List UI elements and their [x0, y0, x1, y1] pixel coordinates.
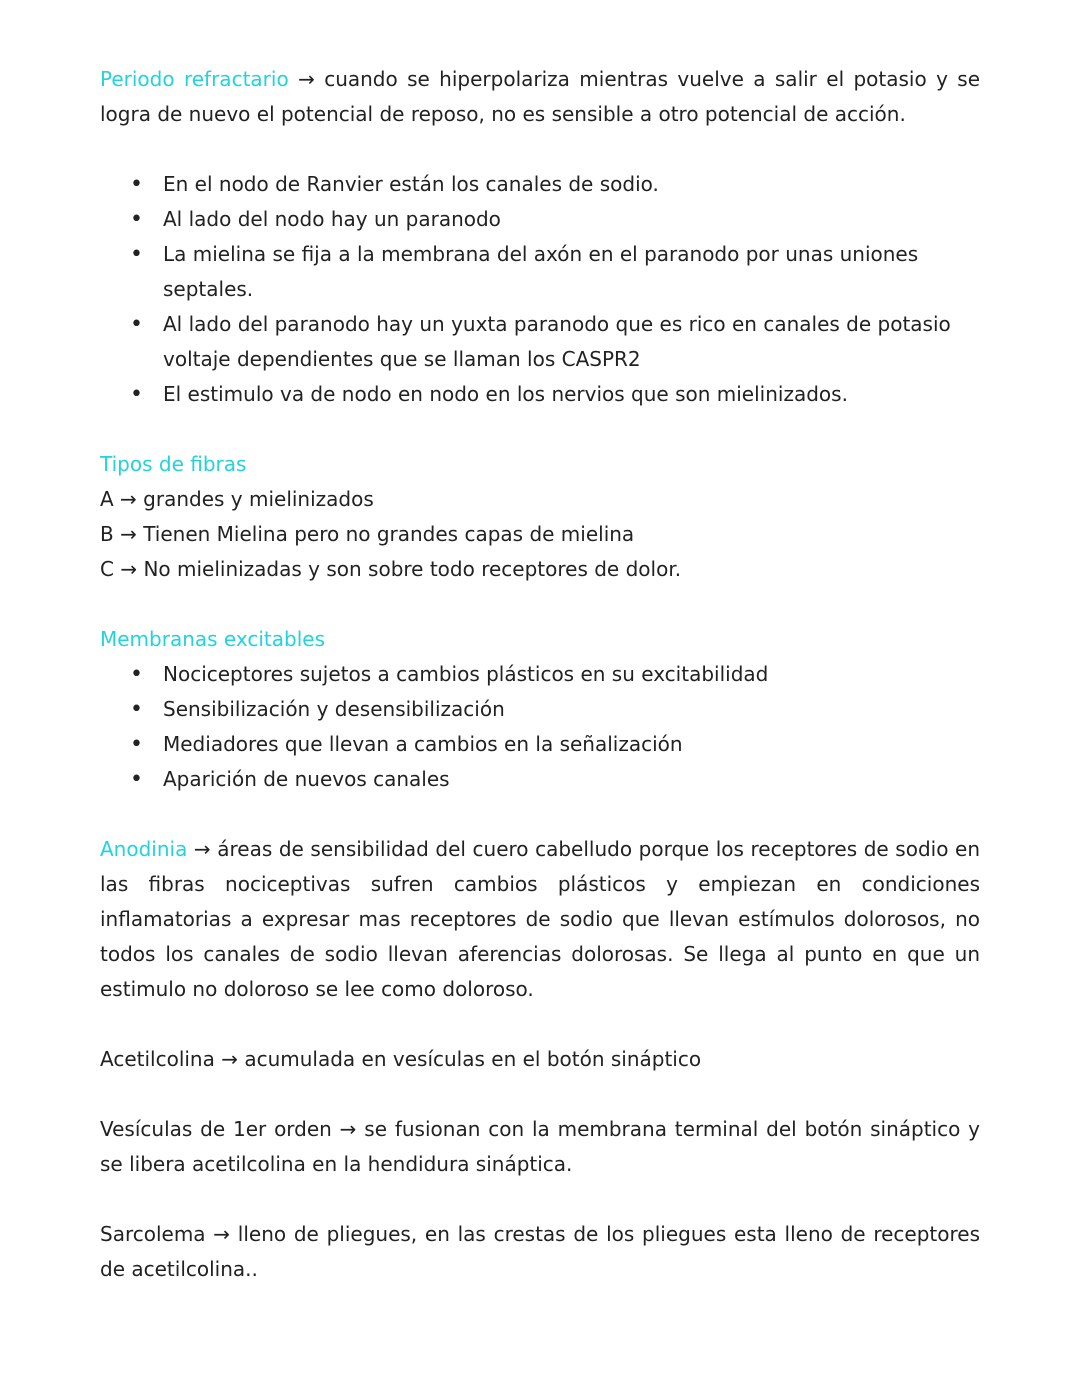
sarcolema-paragraph: Sarcolema → lleno de pliegues, en las crestas de los pliegues esta lleno de receptores de acetilcolina.. — [100, 1222, 980, 1281]
fibra-line-c: C → No mielinizadas y son sobre todo receptores de dolor. — [100, 557, 682, 581]
refractario-arrow: → — [298, 67, 315, 91]
list-item: • Mediadores que llevan a cambios en la señalización — [100, 727, 980, 762]
spacer — [100, 587, 980, 622]
spacer — [100, 1077, 980, 1112]
list-item: • Al lado del paranodo hay un yuxta paranodo que es rico en canales de potasio voltaje dependientes que se llaman los CASPR2 — [100, 307, 980, 377]
spacer — [100, 1007, 980, 1042]
anodinia-arrow: → — [193, 837, 211, 861]
anodinia-term: Anodinia — [100, 837, 188, 861]
list-item: • La mielina se fija a la membrana del axón en el paranodo por unas uniones septales. — [100, 237, 980, 307]
fibra-line-a: A → grandes y mielinizados — [100, 487, 374, 511]
document-page — [100, 62, 980, 1287]
list-item: • En el nodo de Ranvier están los canales de sodio. — [100, 167, 980, 202]
ranvier-bullet-list — [100, 167, 980, 412]
refractario-paragraph — [100, 62, 980, 132]
acetilcolina-paragraph: Acetilcolina → acumulada en vesículas en el botón sináptico — [100, 1047, 702, 1071]
fibra-line-b: B → Tienen Mielina pero no grandes capas de mielina — [100, 522, 635, 546]
spacer — [100, 132, 980, 167]
membranas-heading: Membranas excitables — [100, 627, 325, 651]
spacer — [100, 412, 980, 447]
vesiculas-paragraph: Vesículas de 1er orden → se fusionan con la membrana terminal del botón sináptico y se libera acetilcolina en la hendidura sináptica. — [100, 1117, 980, 1176]
refractario-text: cuando se hiperpolariza mientras vuelve a salir el potasio y se logra de nuevo el potencial de reposo, no es sensible a otro potencial de acción. — [100, 67, 981, 126]
spacer — [100, 1182, 980, 1217]
fibras-heading: Tipos de fibras — [100, 452, 247, 476]
list-item: • Nociceptores sujetos a cambios plásticos en su excitabilidad — [100, 657, 980, 692]
list-item: • Sensibilización y desensibilización — [100, 692, 980, 727]
refractario-term: Periodo refractario — [100, 67, 289, 91]
list-item: • El estimulo va de nodo en nodo en los nervios que son mielinizados. — [100, 377, 980, 412]
membranas-bullet-list — [100, 657, 980, 797]
spacer — [100, 797, 980, 832]
list-item: • Aparición de nuevos canales — [100, 762, 980, 797]
list-item: • Al lado del nodo hay un paranodo — [100, 202, 980, 237]
anodinia-paragraph — [100, 832, 980, 1007]
anodinia-text: áreas de sensibilidad del cuero cabelludo porque los receptores de sodio en las fibras nociceptivas sufren cambios plásticos y empiezan en condiciones inflamatorias a expresar mas receptores de sodio que llevan estímulos dolorosos, no todos los canales de sodio llevan aferencias dolorosas. Se llega al punto en que un estimulo no doloroso se lee como doloroso. — [100, 837, 980, 1001]
